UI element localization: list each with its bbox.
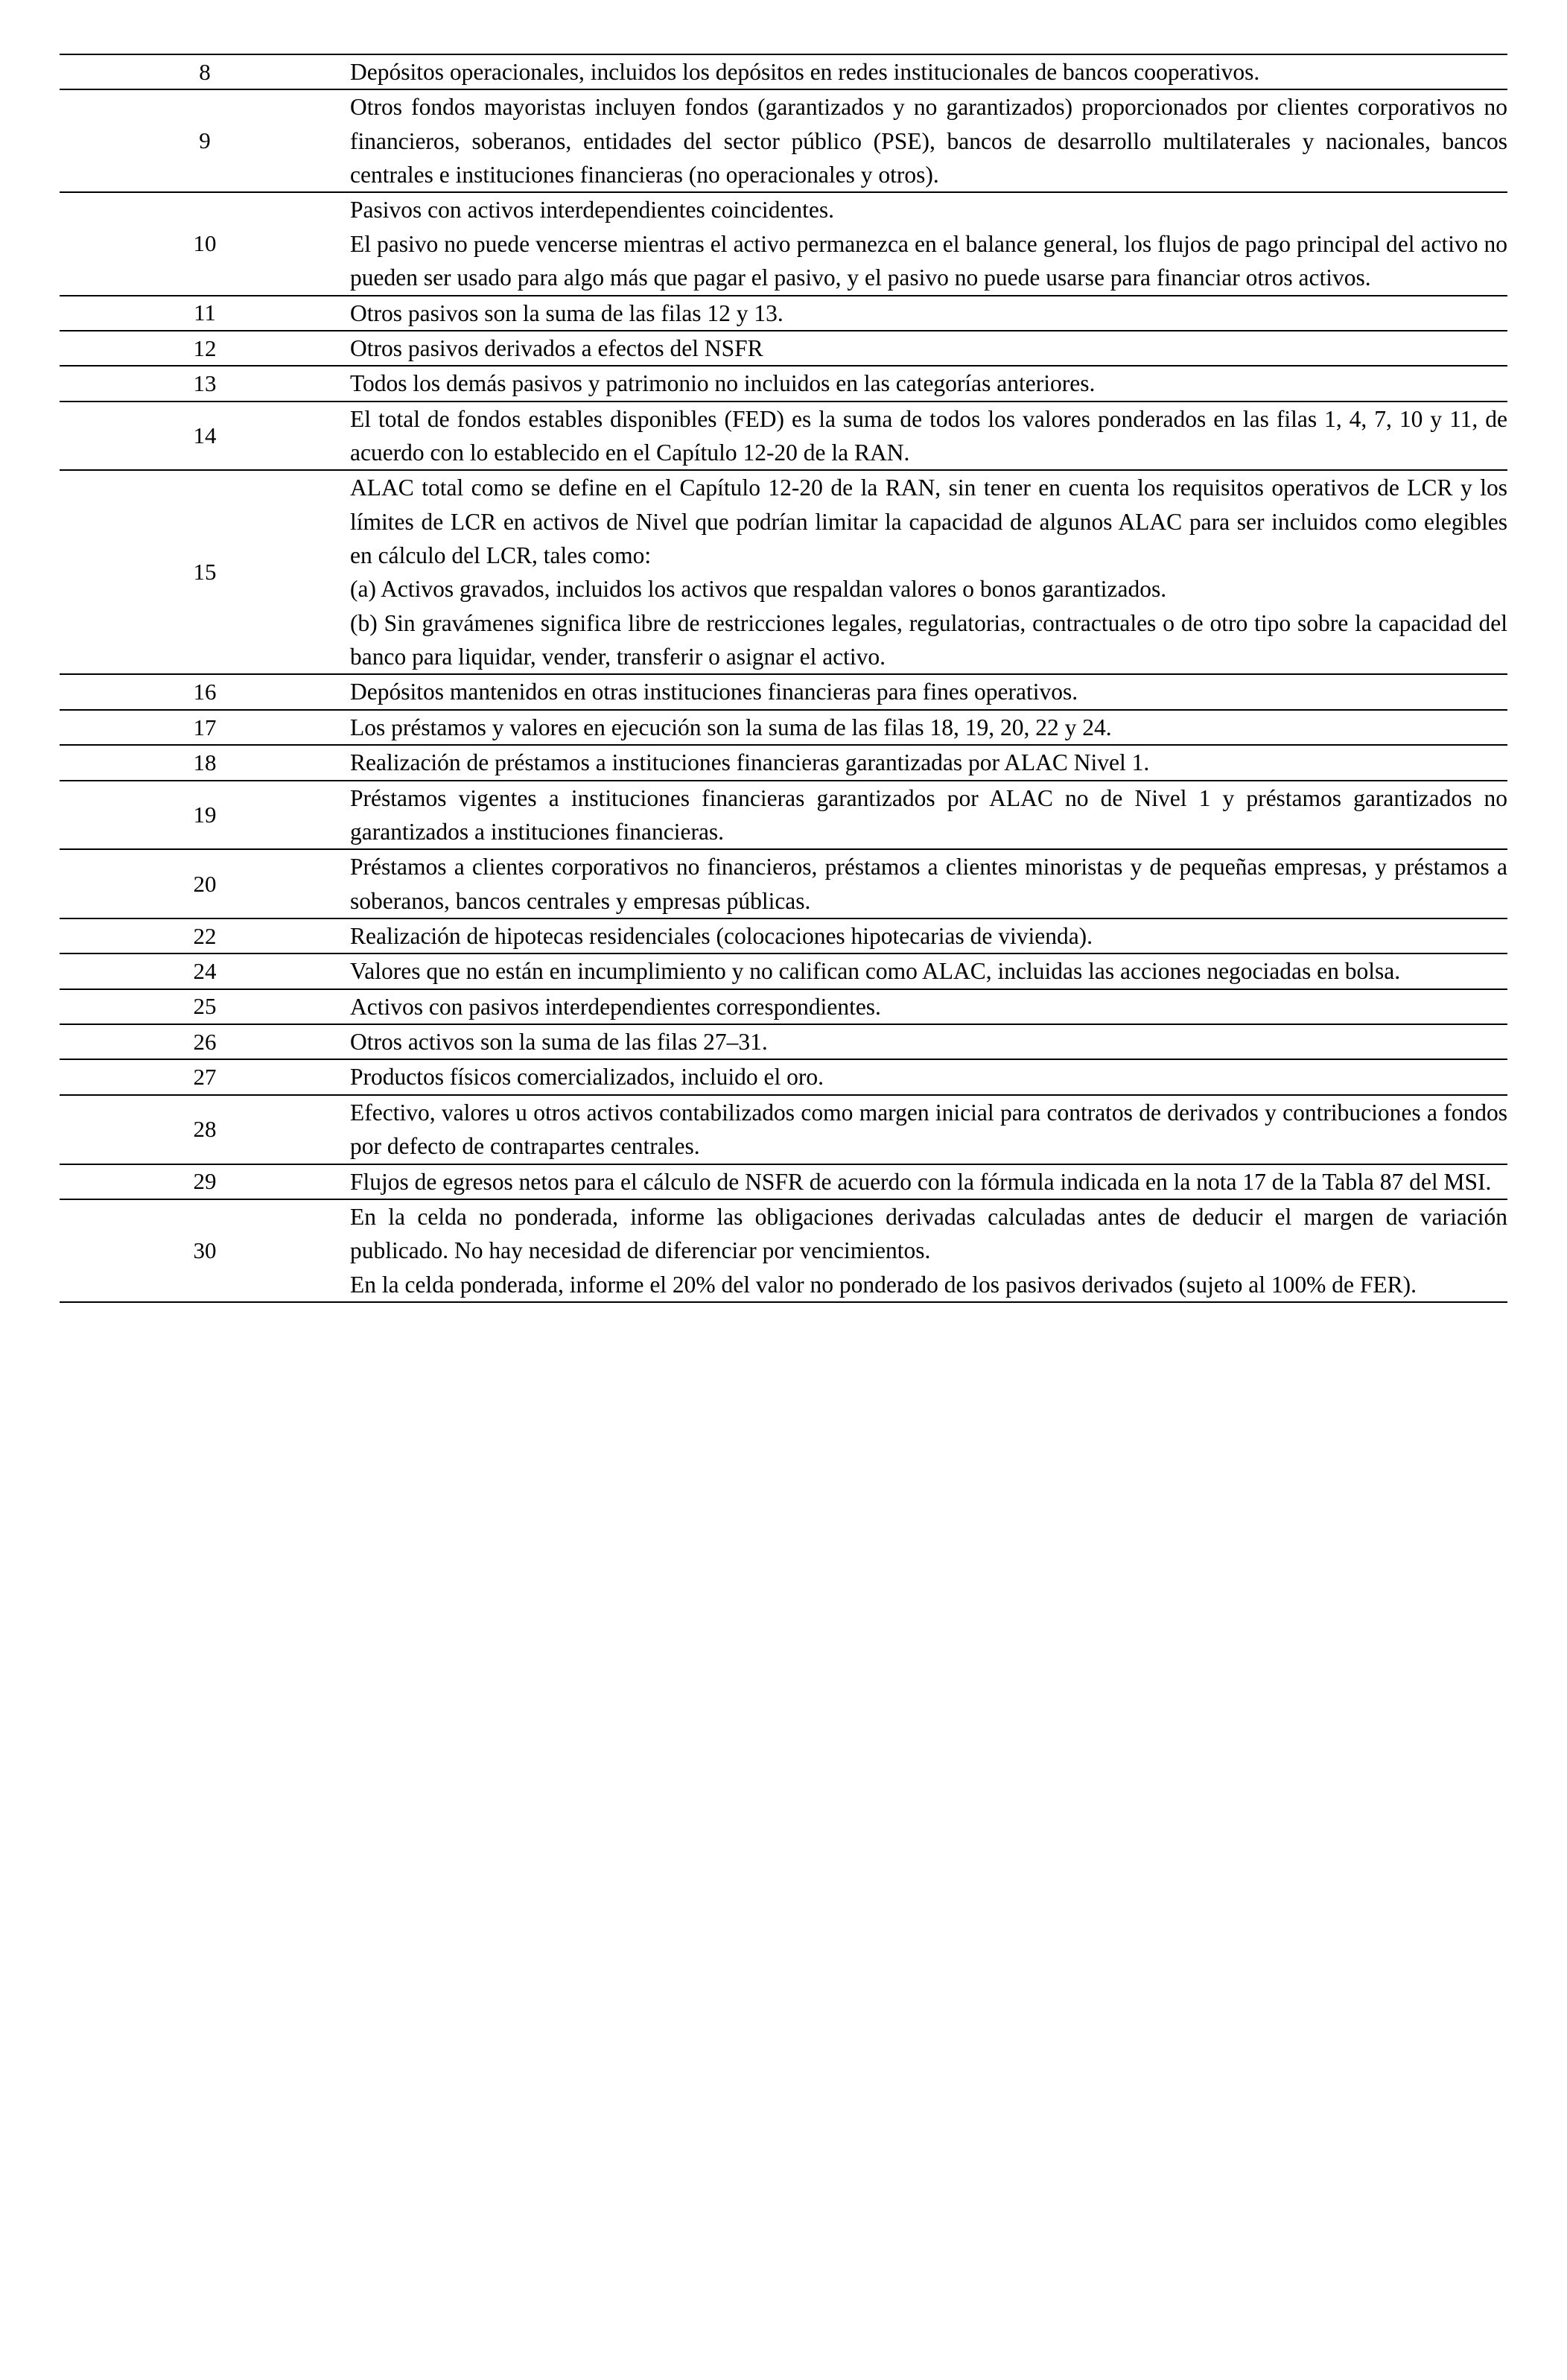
- description-paragraph: El pasivo no puede vencerse mientras el activo permanezca en el balance general, los flujos de pago principal del activo no pueden ser usado para algo más que pagar el pasivo, y el pasivo no puede usarse para financiar otros activos.: [350, 230, 1507, 291]
- row-description-cell: [350, 781, 1507, 850]
- description-paragraph: Valores que no están en incumplimiento y no califican como ALAC, incluidas las acciones negociadas en bolsa.: [350, 958, 1401, 985]
- row-number-cell: 26: [193, 1028, 217, 1055]
- description-paragraph: Otros activos son la suma de las filas 27–31.: [350, 1029, 768, 1056]
- table-row: [60, 470, 1507, 674]
- table-row: [60, 366, 1507, 401]
- row-number-cell: 19: [193, 801, 217, 828]
- description-paragraph: Depósitos mantenidos en otras instituciones financieras para fines operativos.: [350, 679, 1078, 705]
- row-description-cell: [350, 745, 1507, 780]
- row-number-cell: 16: [193, 679, 217, 705]
- table-row: [60, 1199, 1507, 1302]
- description-paragraph: ALAC total como se define en el Capítulo 12-20 de la RAN, sin tener en cuenta los requisitos operativos de LCR y los límites de LCR en activos de Nivel que podrían limitar la capacidad de algunos ALAC para ser incluidos como elegibles en cálculo del LCR, tales como:: [350, 475, 1507, 569]
- description-paragraph: Activos con pasivos interdependientes correspondientes.: [350, 993, 881, 1020]
- row-description-cell: [350, 849, 1507, 918]
- row-number-cell: 10: [193, 230, 217, 257]
- description-paragraph: En la celda ponderada, informe el 20% del valor no ponderado de los pasivos derivados (sujeto al 100% de FER).: [350, 1271, 1417, 1298]
- row-description-cell: [350, 296, 1507, 331]
- table-row: [60, 989, 1507, 1024]
- table-row: [60, 849, 1507, 918]
- row-description-cell: [350, 89, 1507, 192]
- description-paragraph: Préstamos a clientes corporativos no financieros, préstamos a clientes minoristas y de pequeñas empresas, y préstamos a soberanos, bancos centrales y empresas públicas.: [350, 854, 1507, 914]
- row-number-cell: 20: [193, 870, 217, 897]
- row-number-cell: 14: [193, 422, 217, 448]
- description-paragraph: Todos los demás pasivos y patrimonio no incluidos en las categorías anteriores.: [350, 370, 1096, 397]
- row-description-cell: [350, 1164, 1507, 1199]
- description-paragraph: Realización de préstamos a instituciones financieras garantizadas por ALAC Nivel 1.: [350, 749, 1150, 776]
- row-number-cell: 29: [193, 1168, 217, 1195]
- row-number-cell: 8: [199, 58, 211, 85]
- row-description-cell: [350, 54, 1507, 89]
- row-number-cell: 28: [193, 1116, 217, 1143]
- row-description-cell: [350, 1024, 1507, 1059]
- description-paragraph: Flujos de egresos netos para el cálculo de NSFR de acuerdo con la fórmula indicada en la nota 17 de la Tabla 87 del MSI.: [350, 1168, 1492, 1195]
- table-row: [60, 781, 1507, 850]
- table-row: [60, 1059, 1507, 1094]
- row-number-cell: 13: [193, 369, 217, 396]
- description-paragraph: Otros fondos mayoristas incluyen fondos (garantizados y no garantizados) proporcionados por clientes corporativos no financieros, soberanos, entidades del sector público (PSE), bancos de desarrollo multilaterales y nacionales, bancos centrales e instituciones financieras (no operacionales y otros).: [350, 94, 1507, 188]
- row-number-cell: 11: [194, 299, 216, 326]
- row-description-cell: [350, 918, 1507, 953]
- row-description-cell: [350, 192, 1507, 295]
- table-body: [60, 54, 1507, 1302]
- table-row: [60, 710, 1507, 745]
- row-number-cell: 22: [193, 922, 217, 949]
- table-row: [60, 331, 1507, 366]
- row-number-cell: 9: [199, 127, 211, 154]
- row-number-cell: 15: [193, 559, 217, 586]
- row-description-cell: [350, 402, 1507, 471]
- row-number-cell: 18: [193, 749, 217, 775]
- row-description-cell: [350, 1199, 1507, 1302]
- description-paragraph: Otros pasivos derivados a efectos del NSFR: [350, 334, 763, 361]
- row-number-cell: 25: [193, 993, 217, 1020]
- description-paragraph: (b) Sin gravámenes significa libre de restricciones legales, regulatorias, contractuales o de otro tipo sobre la capacidad del banco para liquidar, vender, transferir o asignar el activo.: [350, 609, 1507, 670]
- row-description-cell: [350, 710, 1507, 745]
- row-number-cell: 27: [193, 1064, 217, 1091]
- row-description-cell: [350, 1059, 1507, 1094]
- table-row: [60, 1095, 1507, 1164]
- description-paragraph: Otros pasivos son la suma de las filas 12 y 13.: [350, 299, 784, 326]
- row-description-cell: [350, 470, 1507, 674]
- description-paragraph: En la celda no ponderada, informe las obligaciones derivadas calculadas antes de deducir el margen de variación publicado. No hay necesidad de diferenciar por vencimientos.: [350, 1203, 1507, 1264]
- row-number-cell: 30: [193, 1237, 217, 1263]
- description-paragraph: El total de fondos estables disponibles (FED) es la suma de todos los valores ponderados en las filas 1, 4, 7, 10 y 11, de acuerdo con lo establecido en el Capítulo 12-20 de la RAN.: [350, 405, 1507, 466]
- row-description-cell: [350, 953, 1507, 989]
- table-row: [60, 674, 1507, 709]
- description-paragraph: Productos físicos comercializados, incluido el oro.: [350, 1064, 824, 1091]
- row-description-cell: [350, 366, 1507, 401]
- row-number-cell: 12: [193, 334, 217, 361]
- description-paragraph: Préstamos vigentes a instituciones financieras garantizados por ALAC no de Nivel 1 y préstamos garantizados no garantizados a instituciones financieras.: [350, 784, 1507, 845]
- row-description-cell: [350, 1095, 1507, 1164]
- description-paragraph: Efectivo, valores u otros activos contabilizados como margen inicial para contratos de derivados y contribuciones a fondos por defecto de contrapartes centrales.: [350, 1099, 1507, 1160]
- description-paragraph: (a) Activos gravados, incluidos los activos que respaldan valores o bonos garantizados.: [350, 576, 1167, 603]
- table-row: [60, 918, 1507, 953]
- row-number-cell: 24: [193, 958, 217, 985]
- row-description-cell: [350, 674, 1507, 709]
- description-paragraph: Pasivos con activos interdependientes coincidentes.: [350, 197, 834, 223]
- table-row: [60, 192, 1507, 295]
- table-row: [60, 89, 1507, 192]
- row-description-cell: [350, 989, 1507, 1024]
- nsfr-instructions-table: [60, 54, 1507, 1303]
- row-number-cell: 17: [193, 714, 217, 740]
- table-row: [60, 402, 1507, 471]
- description-paragraph: Realización de hipotecas residenciales (colocaciones hipotecarias de vivienda).: [350, 922, 1093, 949]
- description-paragraph: Depósitos operacionales, incluidos los depósitos en redes institucionales de bancos cooperativos.: [350, 59, 1260, 85]
- table-row: [60, 745, 1507, 780]
- table-row: [60, 1164, 1507, 1199]
- table-row: [60, 296, 1507, 331]
- table-row: [60, 1024, 1507, 1059]
- table-row: [60, 54, 1507, 89]
- table-row: [60, 953, 1507, 989]
- description-paragraph: Los préstamos y valores en ejecución son la suma de las filas 18, 19, 20, 22 y 24.: [350, 714, 1112, 740]
- row-description-cell: [350, 331, 1507, 366]
